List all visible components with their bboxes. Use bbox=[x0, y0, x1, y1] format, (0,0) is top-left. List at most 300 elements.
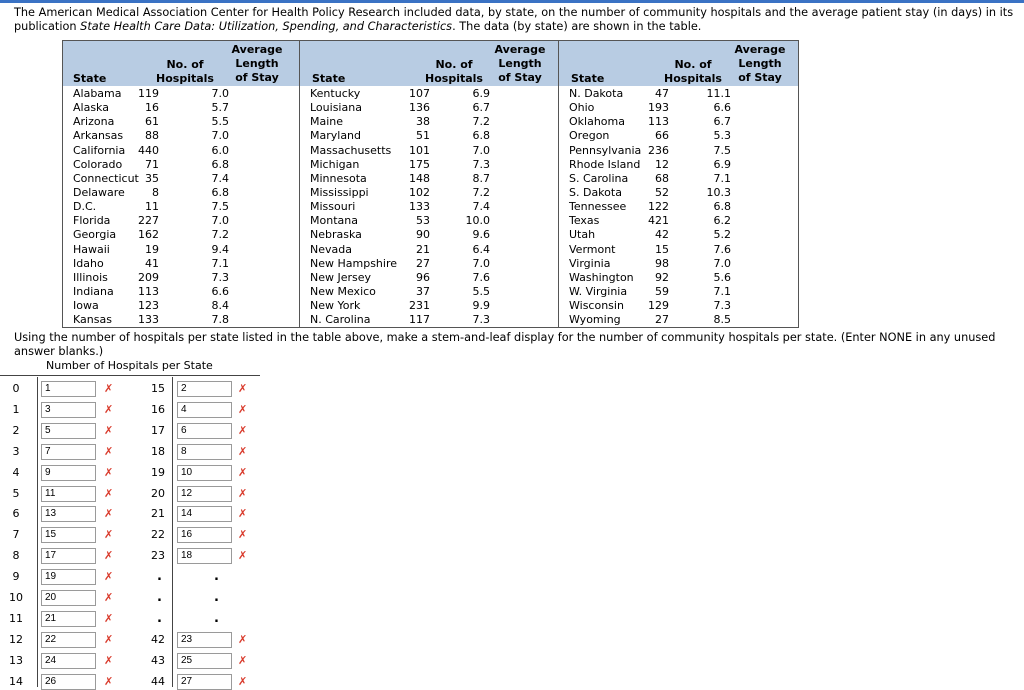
hospital-count: 53 bbox=[416, 214, 430, 228]
incorrect-icon: ✗ bbox=[238, 653, 248, 667]
average-stay: 8.7 bbox=[472, 171, 490, 185]
ellipsis-mark: . bbox=[157, 610, 162, 626]
hospital-count: 122 bbox=[648, 200, 669, 214]
incorrect-icon: ✗ bbox=[104, 507, 114, 521]
table-row bbox=[300, 144, 559, 158]
hospital-count: 15 bbox=[655, 242, 669, 256]
table-row bbox=[300, 313, 559, 327]
ellipsis-mark: . bbox=[157, 590, 162, 605]
leaf-answer-field[interactable]: 14 bbox=[177, 506, 232, 522]
state-name: Montana bbox=[310, 214, 358, 228]
problem-intro bbox=[14, 6, 1014, 34]
hospital-count: 107 bbox=[409, 87, 430, 100]
state-name: Pennsylvania bbox=[569, 143, 642, 157]
average-stay: 6.4 bbox=[472, 242, 490, 256]
leaf-answer-field[interactable]: 12 bbox=[177, 486, 232, 502]
header-stay-3: of Stay bbox=[235, 71, 279, 84]
leaf-answer-field[interactable]: 20 bbox=[41, 590, 96, 606]
table-row bbox=[300, 299, 559, 313]
header-hospitals-1: No. of bbox=[166, 58, 204, 71]
hospital-count: 16 bbox=[145, 101, 159, 115]
header-hospitals-1: No. of bbox=[435, 58, 473, 71]
leaf-answer-field[interactable]: 13 bbox=[41, 506, 96, 522]
state-name: Louisiana bbox=[310, 101, 362, 115]
state-name: New Jersey bbox=[310, 270, 372, 284]
average-stay: 7.1 bbox=[713, 284, 731, 298]
stem-label: 18 bbox=[151, 444, 165, 458]
incorrect-icon: ✗ bbox=[238, 382, 248, 395]
incorrect-icon: ✗ bbox=[104, 549, 114, 563]
average-stay: 6.6 bbox=[713, 101, 731, 115]
table-row bbox=[559, 158, 799, 172]
header-state: State bbox=[571, 72, 605, 85]
stem-label: 19 bbox=[151, 465, 165, 479]
stem-label: 9 bbox=[12, 570, 20, 584]
average-stay: 7.3 bbox=[211, 270, 229, 284]
leaf-answer-field[interactable]: 18 bbox=[177, 548, 232, 564]
hospital-count: 19 bbox=[145, 242, 159, 256]
hospital-count: 21 bbox=[416, 242, 430, 256]
state-name: Texas bbox=[569, 214, 600, 228]
header-hospitals-2: Hospitals bbox=[156, 72, 214, 85]
stem-label: 22 bbox=[151, 528, 165, 542]
hospital-count: 113 bbox=[138, 284, 159, 298]
table-row bbox=[300, 243, 559, 257]
hospital-count: 27 bbox=[416, 256, 430, 270]
table-row bbox=[63, 257, 299, 271]
stem-label: 42 bbox=[151, 632, 165, 646]
average-stay: 7.1 bbox=[211, 256, 229, 270]
leaf-answer-field[interactable]: 23 bbox=[177, 632, 232, 648]
incorrect-icon: ✗ bbox=[104, 528, 114, 542]
header-stay-3: of Stay bbox=[738, 71, 782, 84]
table-row bbox=[300, 214, 559, 228]
hospital-count: 51 bbox=[416, 129, 430, 143]
leaf-answer-field[interactable]: 10 bbox=[177, 465, 232, 481]
state-name: Illinois bbox=[73, 270, 108, 284]
hospital-count: 35 bbox=[145, 171, 159, 185]
incorrect-icon: ✗ bbox=[238, 402, 248, 416]
state-name: Connecticut bbox=[73, 171, 139, 185]
stem-label: 14 bbox=[9, 674, 23, 688]
hospital-count: 41 bbox=[145, 256, 159, 270]
table-rows bbox=[300, 87, 559, 327]
leaf-answer-field[interactable]: 21 bbox=[41, 611, 96, 627]
average-stay: 5.6 bbox=[713, 270, 731, 284]
table-row bbox=[63, 200, 299, 214]
leaf-answer-field[interactable]: 19 bbox=[41, 569, 96, 585]
stem-leaf-header-rule bbox=[0, 375, 260, 376]
header-stay-2: Length bbox=[738, 57, 782, 70]
table-row bbox=[63, 243, 299, 257]
table-row bbox=[63, 271, 299, 285]
state-name: N. Dakota bbox=[569, 87, 624, 100]
incorrect-icon: ✗ bbox=[104, 653, 114, 667]
average-stay: 7.1 bbox=[713, 171, 731, 185]
table-row bbox=[63, 172, 299, 186]
table-row bbox=[300, 285, 559, 299]
average-stay: 7.3 bbox=[472, 313, 490, 327]
average-stay: 6.9 bbox=[713, 157, 731, 171]
average-stay: 6.9 bbox=[472, 87, 490, 100]
ellipsis-mark: . bbox=[157, 569, 162, 585]
leaf-answer-field[interactable]: 16 bbox=[177, 527, 232, 543]
incorrect-icon: ✗ bbox=[104, 591, 114, 604]
table-row bbox=[300, 158, 559, 172]
average-stay: 7.3 bbox=[472, 157, 490, 171]
table-row bbox=[559, 257, 799, 271]
stem-label: 7 bbox=[12, 528, 20, 542]
hospital-count: 117 bbox=[409, 313, 430, 327]
state-name: Utah bbox=[569, 228, 596, 242]
table-row bbox=[63, 87, 299, 101]
header-stay-2: Length bbox=[235, 57, 279, 70]
state-name: Oklahoma bbox=[569, 115, 625, 129]
stem-label: 23 bbox=[151, 549, 165, 563]
table-row bbox=[300, 228, 559, 242]
table-row bbox=[300, 129, 559, 143]
table-row bbox=[559, 228, 799, 242]
table-row bbox=[559, 271, 799, 285]
table-row bbox=[63, 115, 299, 129]
hospital-count: 61 bbox=[145, 115, 159, 129]
table-row bbox=[63, 285, 299, 299]
average-stay: 7.2 bbox=[472, 115, 490, 129]
hospital-count: 52 bbox=[655, 185, 669, 199]
leaf-answer-field[interactable]: 4 bbox=[177, 402, 232, 418]
ellipsis-mark: . bbox=[214, 610, 219, 626]
state-name: Washington bbox=[569, 270, 634, 284]
state-name: Massachusetts bbox=[310, 143, 392, 157]
average-stay: 10.0 bbox=[465, 214, 490, 228]
state-name: Idaho bbox=[73, 256, 104, 270]
hospital-count: 90 bbox=[416, 228, 430, 242]
incorrect-icon: ✗ bbox=[104, 611, 114, 625]
intro-text: The American Medical Association Center for Health Policy Research included data, by state, on the number of community hospitals and the average patient stay (in days) in its publication bbox=[14, 6, 1014, 33]
table-row bbox=[63, 129, 299, 143]
table-row bbox=[559, 129, 799, 143]
table-row bbox=[63, 144, 299, 158]
average-stay: 8.4 bbox=[211, 299, 229, 313]
state-name: Tennessee bbox=[569, 200, 627, 214]
stem-label: 5 bbox=[12, 486, 20, 500]
table-row bbox=[63, 101, 299, 115]
average-stay: 7.0 bbox=[472, 256, 490, 270]
stem-label: 3 bbox=[12, 444, 20, 458]
state-name: Wyoming bbox=[569, 313, 621, 327]
hospital-count: 227 bbox=[138, 214, 159, 228]
table-row bbox=[559, 101, 799, 115]
average-stay: 10.3 bbox=[706, 185, 731, 199]
hospital-count: 88 bbox=[145, 129, 159, 143]
stem-leaf-divider-left bbox=[37, 377, 38, 687]
hospital-count: 8 bbox=[152, 185, 159, 199]
incorrect-icon: ✗ bbox=[104, 382, 114, 395]
hospital-count: 133 bbox=[138, 313, 159, 327]
state-name: Arkansas bbox=[73, 129, 124, 143]
incorrect-icon: ✗ bbox=[104, 444, 114, 458]
header-hospitals-1: No. of bbox=[674, 58, 712, 71]
leaf-answer-field[interactable]: 11 bbox=[41, 486, 96, 502]
state-name: Mississippi bbox=[310, 185, 369, 199]
table-row bbox=[63, 214, 299, 228]
state-name: Arizona bbox=[73, 115, 115, 129]
stem-leaf-divider-right bbox=[172, 377, 173, 687]
hospital-count: 68 bbox=[655, 171, 669, 185]
table-row bbox=[300, 87, 559, 101]
stem-label: 8 bbox=[12, 549, 20, 563]
average-stay: 6.8 bbox=[472, 129, 490, 143]
hospital-count: 71 bbox=[145, 157, 159, 171]
state-name: Kansas bbox=[73, 313, 112, 327]
state-name: N. Carolina bbox=[310, 313, 371, 327]
incorrect-icon: ✗ bbox=[104, 570, 114, 584]
leaf-answer-field[interactable]: 1 bbox=[41, 381, 96, 397]
leaf-answer-field[interactable]: 27 bbox=[177, 674, 232, 690]
table-rows bbox=[559, 87, 799, 327]
state-name: Oregon bbox=[569, 129, 610, 143]
state-name: Minnesota bbox=[310, 171, 367, 185]
header-stay-1: Average bbox=[494, 43, 546, 56]
leaf-answer-field[interactable]: 2 bbox=[177, 381, 232, 397]
incorrect-icon: ✗ bbox=[104, 632, 114, 646]
hospital-count: 193 bbox=[648, 101, 669, 115]
hospital-count: 98 bbox=[655, 256, 669, 270]
hospital-count: 231 bbox=[409, 299, 430, 313]
state-name: Wisconsin bbox=[569, 299, 624, 313]
stem-label: 16 bbox=[151, 402, 165, 416]
leaf-answer-field[interactable]: 24 bbox=[41, 653, 96, 669]
hospital-count: 42 bbox=[655, 228, 669, 242]
hospital-count: 148 bbox=[409, 171, 430, 185]
average-stay: 5.3 bbox=[713, 129, 731, 143]
header-hospitals-2: Hospitals bbox=[425, 72, 483, 85]
hospital-count: 440 bbox=[138, 143, 159, 157]
table-row bbox=[559, 243, 799, 257]
state-name: Maine bbox=[310, 115, 344, 129]
hospital-count: 133 bbox=[409, 200, 430, 214]
average-stay: 8.5 bbox=[713, 313, 731, 327]
state-name: S. Dakota bbox=[569, 185, 622, 199]
table-row bbox=[559, 186, 799, 200]
leaf-answer-field[interactable]: 8 bbox=[177, 444, 232, 460]
hospital-count: 37 bbox=[416, 284, 430, 298]
hospital-count: 66 bbox=[655, 129, 669, 143]
stem-label: 11 bbox=[9, 611, 23, 625]
state-name: D.C. bbox=[73, 200, 97, 214]
incorrect-icon: ✗ bbox=[104, 486, 114, 500]
table-row bbox=[559, 299, 799, 313]
table-row bbox=[559, 115, 799, 129]
incorrect-icon: ✗ bbox=[104, 423, 114, 437]
header-stay-3: of Stay bbox=[498, 71, 542, 84]
average-stay: 7.6 bbox=[713, 242, 731, 256]
table-row bbox=[63, 299, 299, 313]
state-name: Nevada bbox=[310, 242, 352, 256]
table-row bbox=[300, 257, 559, 271]
average-stay: 7.0 bbox=[211, 129, 229, 143]
state-name: Rhode Island bbox=[569, 157, 641, 171]
leaf-answer-field[interactable]: 7 bbox=[41, 444, 96, 460]
ellipsis-mark: . bbox=[214, 590, 219, 605]
state-name: Indiana bbox=[73, 284, 114, 298]
publication-title: State Health Care Data: Utilization, Spending, and Characteristics bbox=[80, 20, 453, 33]
hospital-count: 421 bbox=[648, 214, 669, 228]
state-name: Alabama bbox=[73, 87, 122, 100]
average-stay: 11.1 bbox=[706, 87, 731, 100]
state-name: Georgia bbox=[73, 228, 117, 242]
table-row bbox=[300, 101, 559, 115]
incorrect-icon: ✗ bbox=[104, 465, 114, 479]
state-name: Missouri bbox=[310, 200, 356, 214]
table-group-3 bbox=[558, 41, 799, 327]
hospital-count: 136 bbox=[409, 101, 430, 115]
state-name: Alaska bbox=[73, 101, 109, 115]
header-state: State bbox=[73, 72, 107, 85]
state-name: Nebraska bbox=[310, 228, 362, 242]
header-stay-1: Average bbox=[734, 43, 786, 56]
hospital-data-table bbox=[62, 40, 799, 328]
average-stay: 6.6 bbox=[211, 284, 229, 298]
header-stay-1: Average bbox=[231, 43, 283, 56]
state-name: California bbox=[73, 143, 126, 157]
average-stay: 9.6 bbox=[472, 228, 490, 242]
average-stay: 7.2 bbox=[211, 228, 229, 242]
leaf-answer-field[interactable]: 26 bbox=[41, 674, 96, 690]
incorrect-icon: ✗ bbox=[238, 528, 248, 542]
table-row bbox=[300, 115, 559, 129]
table-group-2 bbox=[299, 41, 559, 327]
incorrect-icon: ✗ bbox=[238, 549, 248, 563]
leaf-answer-field[interactable]: 22 bbox=[41, 632, 96, 648]
average-stay: 7.0 bbox=[211, 87, 229, 100]
stem-label: 44 bbox=[151, 674, 165, 688]
incorrect-icon: ✗ bbox=[104, 674, 114, 688]
average-stay: 7.4 bbox=[211, 171, 229, 185]
table-row bbox=[559, 87, 799, 101]
hospital-count: 209 bbox=[138, 270, 159, 284]
average-stay: 7.4 bbox=[472, 200, 490, 214]
incorrect-icon: ✗ bbox=[238, 465, 248, 479]
hospital-count: 11 bbox=[145, 200, 159, 214]
table-row bbox=[63, 313, 299, 327]
state-name: Virginia bbox=[569, 256, 611, 270]
incorrect-icon: ✗ bbox=[238, 674, 248, 688]
state-name: Maryland bbox=[310, 129, 362, 143]
hospital-count: 236 bbox=[648, 143, 669, 157]
top-accent-line bbox=[0, 0, 1024, 3]
state-name: Ohio bbox=[569, 101, 595, 115]
stem-label: 21 bbox=[151, 507, 165, 521]
leaf-answer-field[interactable]: 17 bbox=[41, 548, 96, 564]
stem-label: 0 bbox=[12, 382, 20, 395]
average-stay: 6.0 bbox=[211, 143, 229, 157]
leaf-answer-field[interactable]: 25 bbox=[177, 653, 232, 669]
stem-label: 2 bbox=[12, 423, 20, 437]
stem-label: 4 bbox=[12, 465, 20, 479]
average-stay: 5.5 bbox=[211, 115, 229, 129]
average-stay: 7.0 bbox=[211, 214, 229, 228]
average-stay: 7.2 bbox=[472, 185, 490, 199]
leaf-answer-field[interactable]: 9 bbox=[41, 465, 96, 481]
table-row bbox=[559, 285, 799, 299]
stem-label: 13 bbox=[9, 653, 23, 667]
stem-label: 43 bbox=[151, 653, 165, 667]
average-stay: 7.0 bbox=[713, 256, 731, 270]
state-name: Kentucky bbox=[310, 87, 361, 100]
stem-label: 6 bbox=[12, 507, 20, 521]
hospital-count: 92 bbox=[655, 270, 669, 284]
table-row bbox=[559, 172, 799, 186]
table-group-1 bbox=[63, 41, 299, 327]
ellipsis-mark: . bbox=[214, 569, 219, 585]
intro-text-end: . The data (by state) are shown in the table. bbox=[452, 20, 702, 33]
hospital-count: 12 bbox=[655, 157, 669, 171]
leaf-answer-field[interactable]: 5 bbox=[41, 423, 96, 439]
hospital-count: 38 bbox=[416, 115, 430, 129]
average-stay: 5.5 bbox=[472, 284, 490, 298]
stem-label: 20 bbox=[151, 486, 165, 500]
table-row bbox=[63, 186, 299, 200]
state-name: New Hampshire bbox=[310, 256, 398, 270]
table-row bbox=[559, 214, 799, 228]
average-stay: 7.5 bbox=[713, 143, 731, 157]
stem-label: 17 bbox=[151, 423, 165, 437]
table-row bbox=[300, 172, 559, 186]
average-stay: 7.0 bbox=[472, 143, 490, 157]
table-row bbox=[300, 200, 559, 214]
stem-label: 10 bbox=[9, 591, 23, 604]
table-rows bbox=[63, 87, 299, 327]
incorrect-icon: ✗ bbox=[238, 632, 248, 646]
average-stay: 7.5 bbox=[211, 200, 229, 214]
average-stay: 6.2 bbox=[713, 214, 731, 228]
table-row bbox=[559, 200, 799, 214]
hospital-count: 175 bbox=[409, 157, 430, 171]
header-state: State bbox=[312, 72, 346, 85]
state-name: Colorado bbox=[73, 157, 123, 171]
hospital-count: 162 bbox=[138, 228, 159, 242]
hospital-count: 129 bbox=[648, 299, 669, 313]
state-name: Hawaii bbox=[73, 242, 110, 256]
average-stay: 9.9 bbox=[472, 299, 490, 313]
table-row bbox=[300, 186, 559, 200]
state-name: Delaware bbox=[73, 185, 125, 199]
hospital-count: 101 bbox=[409, 143, 430, 157]
incorrect-icon: ✗ bbox=[238, 423, 248, 437]
incorrect-icon: ✗ bbox=[238, 486, 248, 500]
leaf-answer-field[interactable]: 3 bbox=[41, 402, 96, 418]
average-stay: 6.7 bbox=[713, 115, 731, 129]
table-row bbox=[559, 144, 799, 158]
leaf-answer-field[interactable]: 15 bbox=[41, 527, 96, 543]
average-stay: 6.8 bbox=[211, 157, 229, 171]
leaf-answer-field[interactable]: 6 bbox=[177, 423, 232, 439]
state-name: New York bbox=[310, 299, 361, 313]
hospital-count: 113 bbox=[648, 115, 669, 129]
question-text: Using the number of hospitals per state listed in the table above, make a stem-and-leaf display for the number of community hospitals per state. (Enter NONE in any unused answer blanks.) bbox=[14, 331, 996, 358]
table-row bbox=[63, 158, 299, 172]
hospital-count: 59 bbox=[655, 284, 669, 298]
average-stay: 6.8 bbox=[211, 185, 229, 199]
average-stay: 6.7 bbox=[472, 101, 490, 115]
hospital-count: 102 bbox=[409, 185, 430, 199]
hospital-count: 47 bbox=[655, 87, 669, 100]
stem-label: 1 bbox=[12, 402, 20, 416]
state-name: New Mexico bbox=[310, 284, 376, 298]
average-stay: 5.7 bbox=[211, 101, 229, 115]
average-stay: 7.6 bbox=[472, 270, 490, 284]
